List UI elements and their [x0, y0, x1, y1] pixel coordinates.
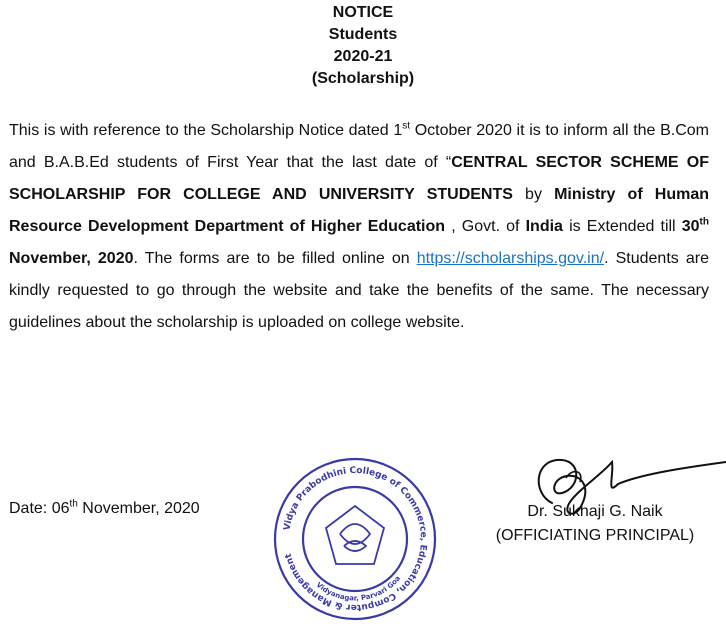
notice-header — [0, 2, 726, 90]
ministry-name: Ministry of Human Resource Development Department of Higher Education — [9, 186, 709, 235]
notice-date: Date: 06th November, 2020 — [9, 498, 200, 517]
body-text-part: . The forms are to be filled online on — [133, 250, 417, 267]
scheme-name: CENTRAL SECTOR SCHEME OF SCHOLARSHIP FOR COLLEGE AND UNIVERSITY STUDENTS — [9, 154, 710, 203]
country-name: India — [525, 218, 563, 235]
body-text-part: , Govt. of — [445, 218, 526, 235]
body-text-part: is Extended till — [562, 218, 682, 235]
deadline-date: 30th November, 2020 — [9, 216, 709, 267]
signer-title: (OFFICIATING PRINCIPAL) — [495, 527, 695, 544]
signer-block — [484, 500, 706, 548]
scholarship-portal-link[interactable]: https://scholarships.gov.in/ — [416, 250, 605, 267]
seal-emblem — [326, 506, 384, 564]
seal-college-name: Vidya Prabodhini College of Commerce, Education, Computer & Management — [282, 465, 429, 613]
notice-year: 2020-21 — [333, 48, 393, 65]
college-seal-stamp — [272, 456, 438, 622]
body-text-part: . Students are kindly requested to go through the website and take the benefits of the same. The necessary guidelines about the scholarship is uploaded on college website. — [9, 250, 709, 331]
seal-location: Vidyanagar, Parvari Goa — [314, 574, 403, 603]
notice-body — [9, 115, 709, 339]
notice-subject: (Scholarship) — [311, 70, 415, 87]
body-text-part: October 2020 it is to inform all the B.Com and B.A.B.Ed students of First Year that the last date of “ — [9, 122, 710, 171]
notice-audience: Students — [328, 26, 398, 43]
notice-title: NOTICE — [332, 4, 394, 21]
body-text-part: by — [512, 186, 555, 203]
ordinal-suffix: st — [402, 120, 411, 132]
body-text-part: This is with reference to the Scholarship Notice dated 1 — [9, 122, 403, 139]
signer-name: Dr. Sukhaji G. Naik — [527, 503, 663, 520]
